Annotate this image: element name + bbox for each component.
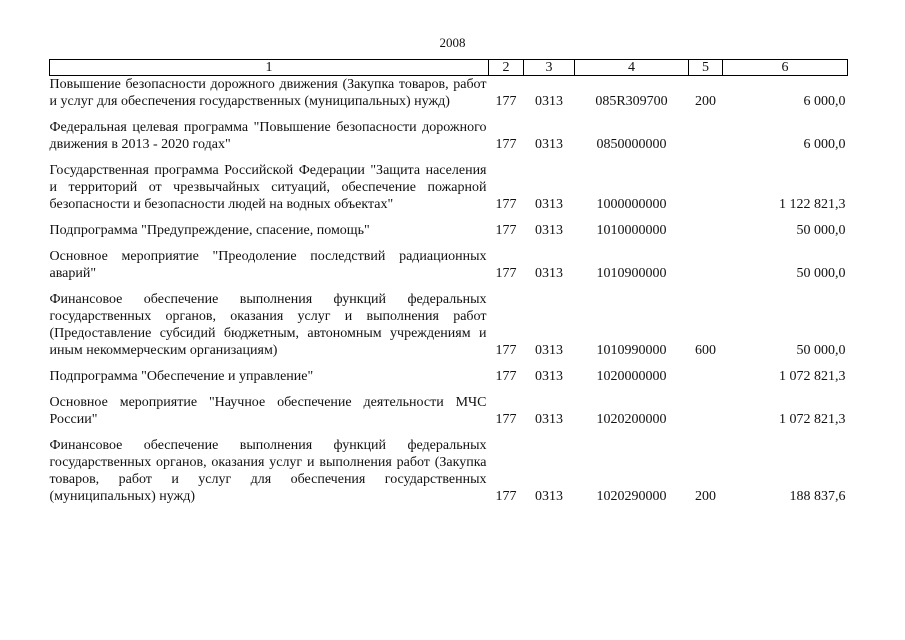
row-amount: 50 000,0 [796, 343, 846, 358]
row-vr [689, 213, 723, 239]
row-rz: 0313 [535, 343, 563, 358]
column-header: 6 [723, 60, 848, 76]
row-amount: 50 000,0 [796, 266, 846, 281]
row-gl: 177 [495, 197, 517, 212]
row-csr: 085R309700 [595, 94, 668, 109]
page-number: 2008 [439, 35, 466, 50]
table-row [50, 213, 848, 239]
table-row [50, 428, 848, 505]
table-row [50, 385, 848, 428]
column-header: 3 [524, 60, 575, 76]
column-header: 1 [50, 60, 489, 76]
row-name: Финансовое обеспечение выполнения функций федеральных государственных органов, оказания услуг и выполнения работ (Закупка товаров, работ и услуг для обеспечения государственных (муниципальных) нужд) [49, 438, 487, 504]
row-name: Основное мероприятие "Научное обеспечение деятельности МЧС России" [49, 395, 487, 427]
table-row [50, 153, 848, 213]
row-csr: 1010900000 [596, 266, 667, 281]
row-gl: 177 [495, 137, 517, 152]
row-rz: 0313 [535, 369, 563, 384]
row-csr: 1020290000 [596, 489, 667, 504]
row-csr: 1020000000 [596, 369, 667, 384]
row-gl: 177 [495, 412, 517, 427]
column-header-row [50, 60, 848, 76]
row-name: Подпрограмма "Предупреждение, спасение, помощь" [49, 223, 370, 238]
row-gl: 177 [495, 266, 517, 281]
row-vr [689, 385, 723, 428]
row-vr [689, 359, 723, 385]
row-rz: 0313 [535, 412, 563, 427]
row-gl: 177 [495, 223, 517, 238]
row-amount: 6 000,0 [803, 137, 846, 152]
row-csr: 1010990000 [596, 343, 667, 358]
row-vr: 200 [695, 94, 716, 109]
row-amount: 188 837,6 [789, 489, 846, 504]
row-amount: 50 000,0 [796, 223, 846, 238]
row-gl: 177 [495, 369, 517, 384]
table-row [50, 359, 848, 385]
column-header: 5 [689, 60, 723, 76]
row-vr [689, 110, 723, 153]
row-vr [689, 239, 723, 282]
row-name: Повышение безопасности дорожного движения (Закупка товаров, работ и услуг для обеспечения государственных (муниципальных) нужд) [49, 77, 487, 109]
row-gl: 177 [495, 489, 517, 504]
row-csr: 1000000000 [596, 197, 667, 212]
row-amount: 1 122 821,3 [779, 197, 846, 212]
column-header: 2 [489, 60, 524, 76]
row-name: Подпрограмма "Обеспечение и управление" [49, 369, 314, 384]
row-vr [689, 153, 723, 213]
row-amount: 1 072 821,3 [779, 412, 846, 427]
row-vr: 600 [695, 343, 716, 358]
row-gl: 177 [495, 343, 517, 358]
row-csr: 0850000000 [596, 137, 667, 152]
column-header: 4 [575, 60, 689, 76]
row-rz: 0313 [535, 94, 563, 109]
row-gl: 177 [495, 94, 517, 109]
row-name: Финансовое обеспечение выполнения функций федеральных государственных органов, оказания услуг и выполнения работ (Предоставление субсидий бюджетным, автономным учреждениям и иным некоммерческим организациям) [49, 292, 487, 358]
row-rz: 0313 [535, 223, 563, 238]
row-vr: 200 [695, 489, 716, 504]
row-name: Основное мероприятие "Преодоление последствий радиационных аварий" [49, 249, 487, 281]
table-row [50, 282, 848, 359]
row-name: Государственная программа Российской Федерации "Защита населения и территорий от чрезвычайных ситуаций, обеспечение пожарной безопасности и безопасности людей на водных объектах" [49, 163, 487, 212]
row-name: Федеральная целевая программа "Повышение безопасности дорожного движения в 2013 - 2020 годах" [49, 120, 487, 152]
row-csr: 1020200000 [596, 412, 667, 427]
budget-table [49, 59, 848, 505]
table-row [50, 76, 848, 111]
row-rz: 0313 [535, 197, 563, 212]
row-csr: 1010000000 [596, 223, 667, 238]
row-rz: 0313 [535, 137, 563, 152]
table-row [50, 239, 848, 282]
row-rz: 0313 [535, 489, 563, 504]
row-rz: 0313 [535, 266, 563, 281]
table-row [50, 110, 848, 153]
row-amount: 6 000,0 [803, 94, 846, 109]
row-amount: 1 072 821,3 [779, 369, 846, 384]
